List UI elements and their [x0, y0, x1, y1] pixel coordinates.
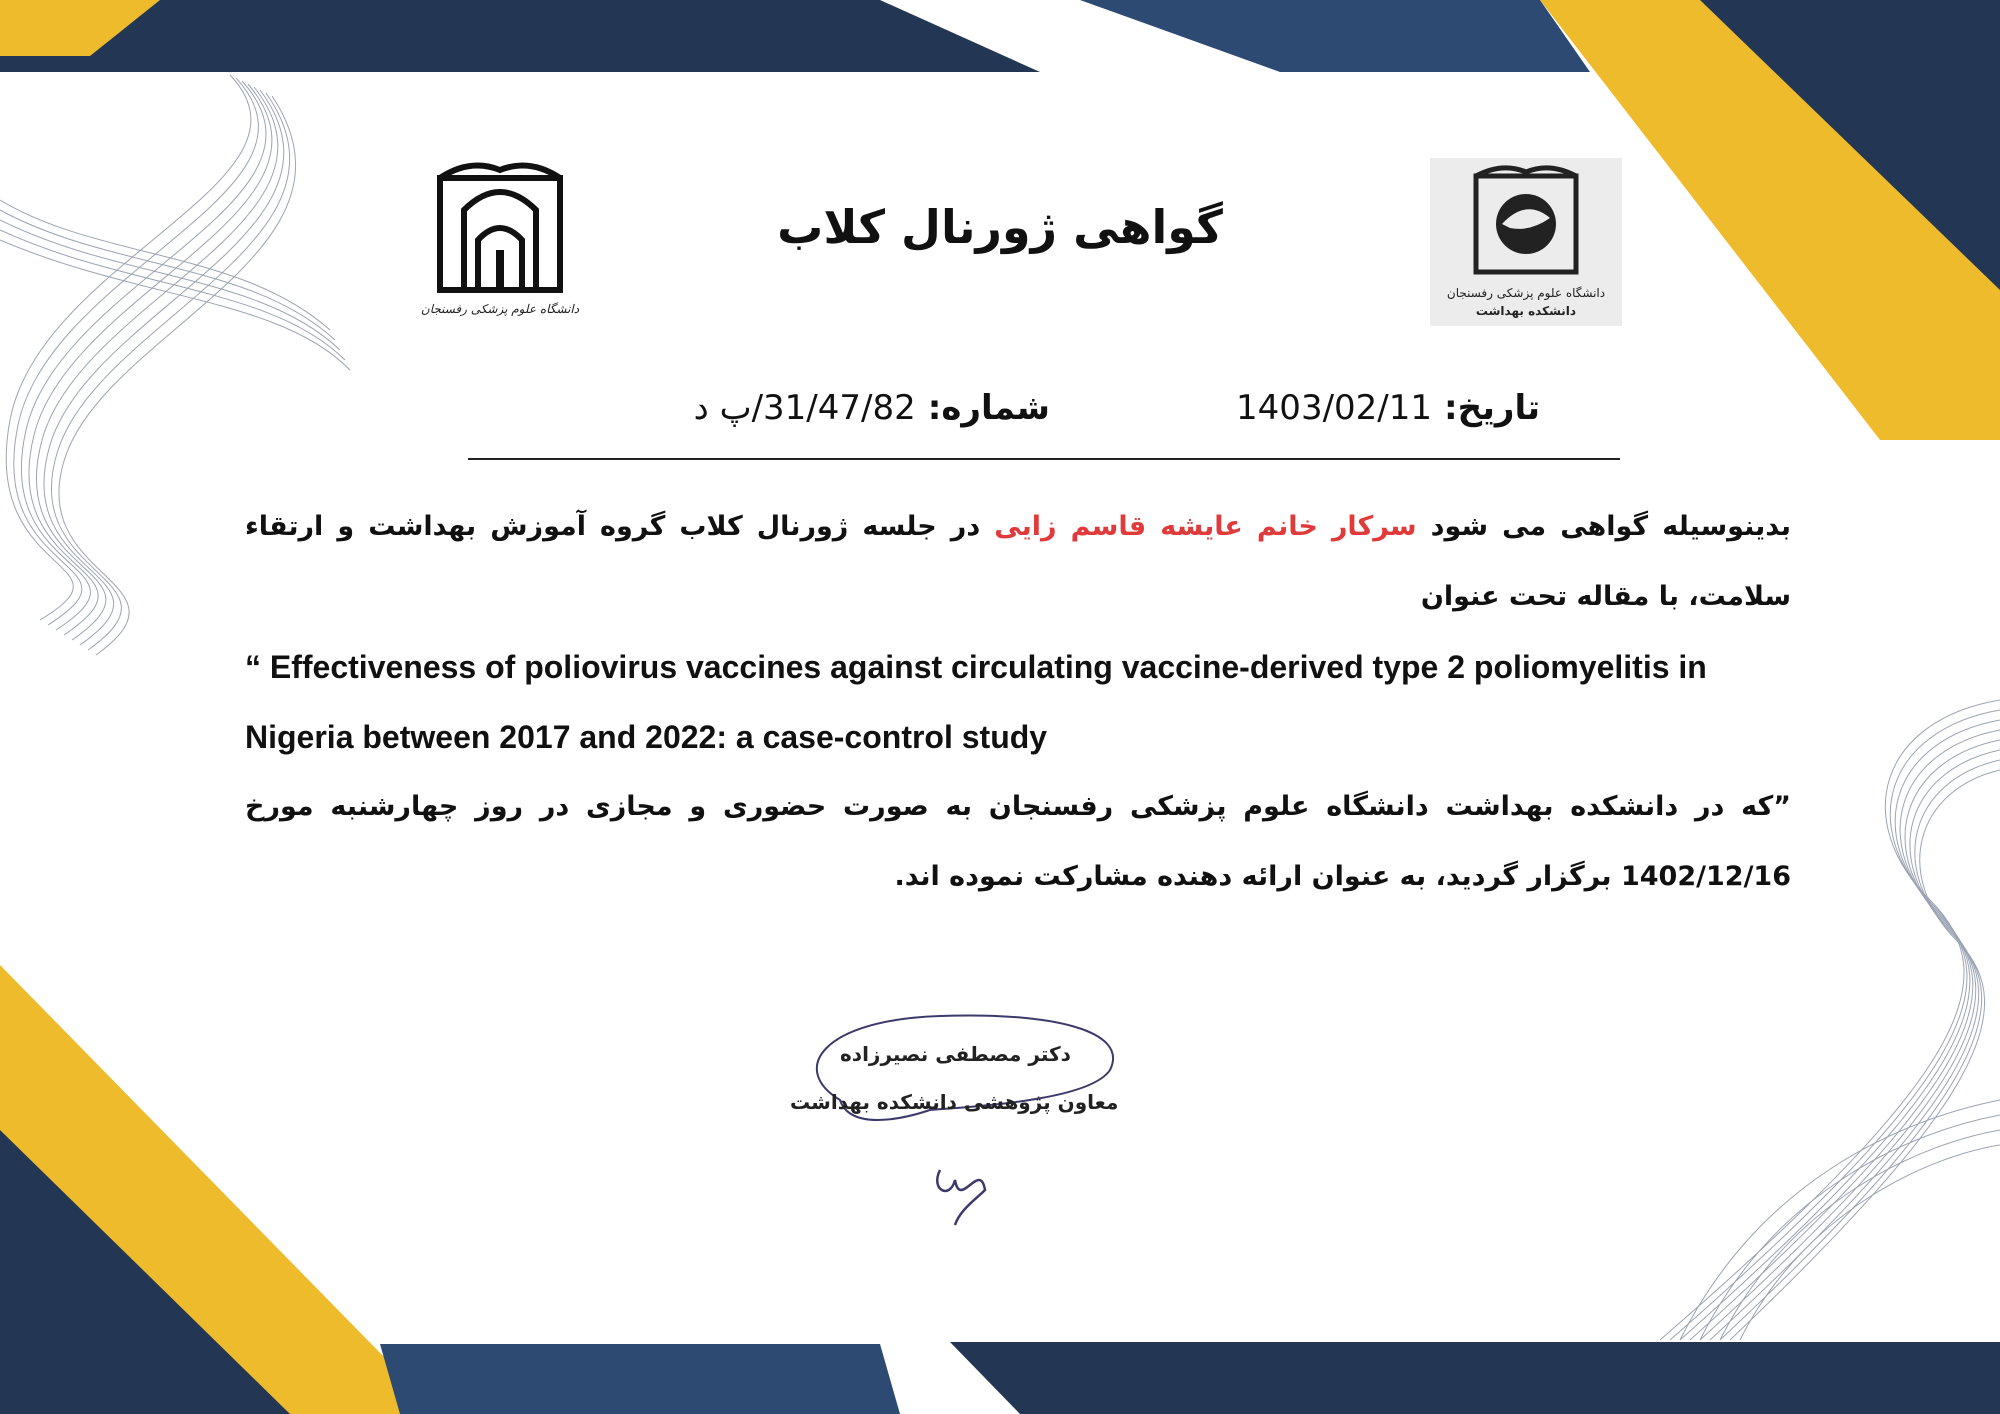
recipient-name: سرکار خانم عایشه قاسم زایی — [994, 511, 1417, 542]
meta-row — [470, 388, 1620, 444]
university-logo — [420, 150, 580, 340]
school-emblem-icon — [1430, 158, 1622, 278]
signatory-name: دکتر مصطفی نصیرزاده — [840, 1042, 1071, 1066]
top-middle-navy-band — [1080, 0, 1590, 72]
school-of-health-logo — [1430, 158, 1622, 326]
certificate-title: گواهی ژورنال کلاب — [777, 200, 1223, 254]
certificate-body — [245, 492, 1791, 912]
number-field — [694, 388, 1050, 428]
bottom-right-navy-band — [950, 1342, 2000, 1414]
bottom-middle-navy-band — [380, 1344, 900, 1414]
university-logo-caption: دانشگاه علوم پزشکی رفسنجان — [420, 302, 580, 316]
body-intro-continuation: در جلسه ژورنال کلاب گروه آموزش بهداشت و ارتقاء سلامت، با مقاله تحت عنوان — [245, 511, 1791, 612]
signatory-title: معاون پژوهشی دانشکده بهداشت — [790, 1090, 1119, 1114]
body-paragraph-2: ”که در دانشکده بهداشت دانشگاه علوم پزشکی رفسنجان به صورت حضوری و مجازی در روز چهارشنبه مورخ 1402/12/16 برگزار گردید، به عنوان ارائه دهنده مشارکت نموده اند. — [245, 791, 1791, 892]
article-title: “ Effectiveness of poliovirus vaccines against circulating vaccine-derived type 2 poliomyelitis in Nigeria between 2017 and 2022: a case-control study — [245, 649, 1707, 755]
body-intro-text: بدینوسیله گواهی می شود — [1416, 511, 1791, 542]
date-field — [1236, 388, 1540, 428]
date-label: تاریخ: — [1444, 388, 1540, 428]
signature-block — [780, 1010, 1130, 1240]
school-logo-caption-line2: دانشکده بهداشت — [1475, 304, 1577, 318]
university-emblem-icon — [420, 150, 580, 300]
divider-line — [468, 458, 1620, 460]
top-left-navy-band — [0, 0, 1040, 72]
body-paragraph-1 — [245, 492, 1791, 632]
school-logo-caption-line1: دانشگاه علوم پزشکی رفسنجان — [1446, 286, 1606, 300]
date-value: 1403/02/11 — [1236, 388, 1433, 428]
number-value: 31/47/82/پ د — [693, 388, 916, 428]
number-label: شماره: — [927, 388, 1050, 428]
